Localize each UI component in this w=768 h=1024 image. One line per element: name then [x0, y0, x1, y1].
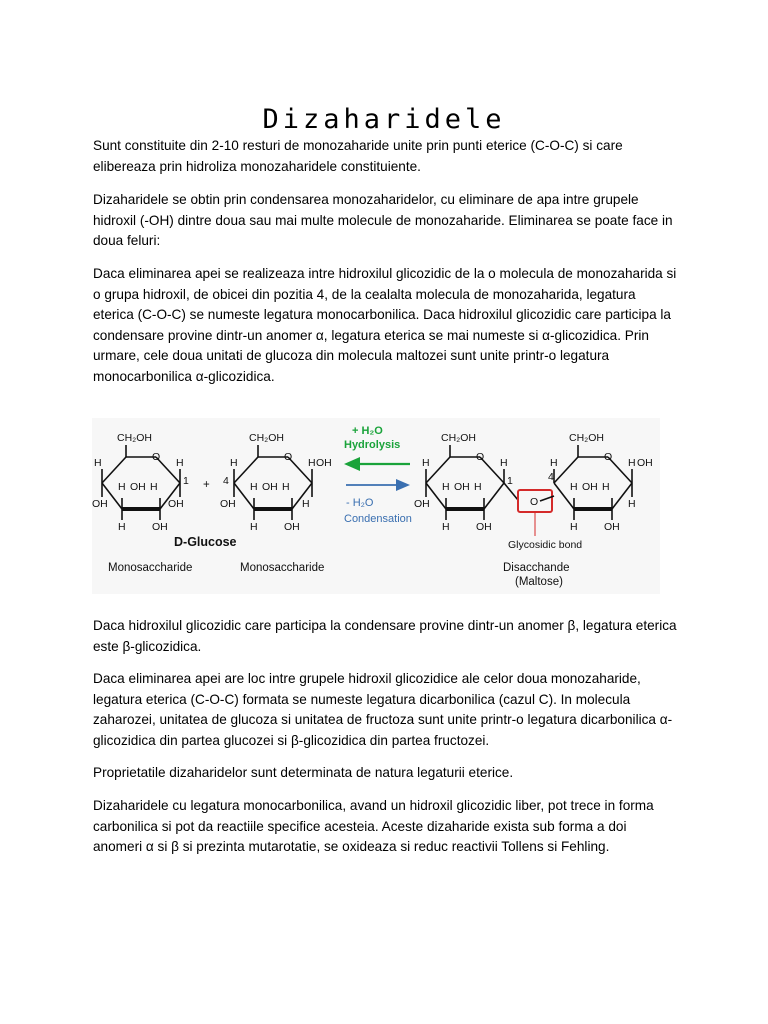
ring4-h-c1: H	[628, 498, 636, 510]
ring4-oh-bottom: OH	[604, 521, 620, 533]
maltose-label: (Maltose)	[515, 576, 563, 588]
ring4-h-bottom-left: H	[570, 521, 578, 533]
maltose-formation-figure	[92, 418, 660, 594]
ring2-oh-right: OH	[316, 457, 332, 469]
paragraph-1: Sunt constituite din 2-10 resturi de monozaharide unite prin punti eterice (C-O-C) si care elibereaza prin hidroliza monozaharidele constituiente.	[93, 138, 623, 174]
ring3-carbon-1: 1	[507, 475, 513, 487]
ring1-h-bottom-left: H	[118, 521, 126, 533]
paragraph-3: Daca eliminarea apei se realizeaza intre hidroxilul glicozidic de la o molecula de monozaharida si o grupa hidroxil, de obicei din pozitia 4, de la cealalta molecula de monozaharida, legatura eterica (C-O-C) se numeste legatura monocarbonilica. Daca hidroxilul glicozidic care participa la condensare provine dintr-un anomer α, legatura eterica se mai numeste si α-glicozidica. Prin urmare, cele doua unitati de glucoza din molecula maltozei sunt unite printr-o legatura monocarbonilica α-glicozidica.	[93, 266, 677, 384]
page-title: Dizaharidele	[262, 104, 506, 136]
ring2-ch2oh: CH₂OH	[249, 432, 284, 444]
disaccharide-label: Disacchande	[503, 562, 570, 574]
ring2-h-c1: H	[302, 498, 310, 510]
ring4-ch2oh: CH₂OH	[569, 432, 604, 444]
paragraph-4: Daca hidroxilul glicozidic care participa la condensare provine dintr-un anomer β, legatura eterica este β-glicozidica.	[93, 618, 677, 654]
ring2-oh-bottom: OH	[284, 521, 300, 533]
ring1-carbon-1: 1	[183, 475, 189, 487]
ring3-h-c4: H	[442, 481, 450, 493]
condensation-water: - H₂O	[346, 497, 374, 509]
paragraph-6: Proprietatile dizaharidelor sunt determinata de natura legaturii eterice.	[93, 765, 514, 780]
dglucose-label: D-Glucose	[174, 535, 237, 549]
ring2-h-right: H	[308, 457, 316, 469]
ring2-h-c2: H	[282, 481, 290, 493]
ring2-h-bottom-left: H	[250, 521, 258, 533]
ring3-ch2oh: CH₂OH	[441, 432, 476, 444]
hydrolysis-water: + H₂O	[352, 425, 383, 437]
condensation-label: Condensation	[344, 513, 412, 525]
glycosidic-bond-label: Glycosidic bond	[508, 539, 583, 551]
ring1-oh-c1: OH	[168, 498, 184, 510]
ring1-h-c2: H	[150, 481, 158, 493]
paragraph-7: Dizaharidele cu legatura monocarbonilica, avand un hidroxil glicozidic liber, pot trece in forma carbonilica si pot da reactiile specifice acesteia. Aceste dizaharide exista sub forma a doi anomeri α si β si prezinta mutarotatie, se oxideaza si reduc reactivii Tollens si Fehling.	[93, 798, 654, 854]
ring2-ho: OH	[220, 498, 236, 510]
ring1-h-left: H	[94, 457, 102, 469]
ring1-ch2oh: CH₂OH	[117, 432, 152, 444]
ring3-o: O	[476, 451, 485, 463]
hydrolysis-label: Hydrolysis	[344, 439, 401, 451]
ring2-h-left: H	[230, 457, 238, 469]
monosaccharide-label-1: Monosaccharide	[108, 562, 193, 574]
ring4-h-right: H	[628, 457, 636, 469]
ring1-h-right: H	[176, 457, 184, 469]
plus-sign: +	[203, 479, 210, 491]
ring4-oh-right: OH	[637, 457, 653, 469]
ring4-h-c2: H	[602, 481, 610, 493]
ring1-oh-c3: OH	[130, 481, 146, 493]
ring1-h-c4: H	[118, 481, 126, 493]
ring3-ho: OH	[414, 498, 430, 510]
ring3-oh-bottom: OH	[476, 521, 492, 533]
ring4-h-c4: H	[570, 481, 578, 493]
ring1-o: O	[152, 451, 161, 463]
ring2-carbon-4: 4	[223, 475, 229, 487]
ring2-oh-c3: OH	[262, 481, 278, 493]
ring3-h-left: H	[422, 457, 430, 469]
monosaccharide-label-2: Monosaccharide	[240, 562, 325, 574]
ring1-ho: OH	[92, 498, 108, 510]
ring4-oh-c3: OH	[582, 481, 598, 493]
ring3-oh-c3: OH	[454, 481, 470, 493]
ring1-oh-bottom: OH	[152, 521, 168, 533]
maltose-reaction-diagram	[92, 418, 660, 594]
glycosidic-oxygen: O	[530, 496, 539, 508]
ring4-carbon-4: 4	[548, 471, 554, 483]
ring2-o: O	[284, 451, 293, 463]
ring3-h-c2: H	[474, 481, 482, 493]
ring4-o: O	[604, 451, 613, 463]
paragraph-5: Daca eliminarea apei are loc intre grupele hidroxil glicozidice ale celor doua monozaharide, legatura eterica (C-O-C) formata se numeste legatura dicarbonilica (cazul C). In molecula zaharozei, unitatea de glucoza si unitatea de fructoza sunt unite printr-o legatura dicarbonilica α-glicozidica din partea glucozei si β-glicozidica din partea fructozei.	[93, 671, 673, 748]
ring3-h-bottom-left: H	[442, 521, 450, 533]
paragraph-2: Dizaharidele se obtin prin condensarea monozaharidelor, cu eliminare de apa intre grupele hidroxil (-OH) dintre doua sau mai multe molecule de monozaharide. Eliminarea se poate face in doua feluri:	[93, 192, 673, 248]
ring3-h-right: H	[500, 457, 508, 469]
ring4-h-left: H	[550, 457, 558, 469]
ring2-h-c4: H	[250, 481, 258, 493]
